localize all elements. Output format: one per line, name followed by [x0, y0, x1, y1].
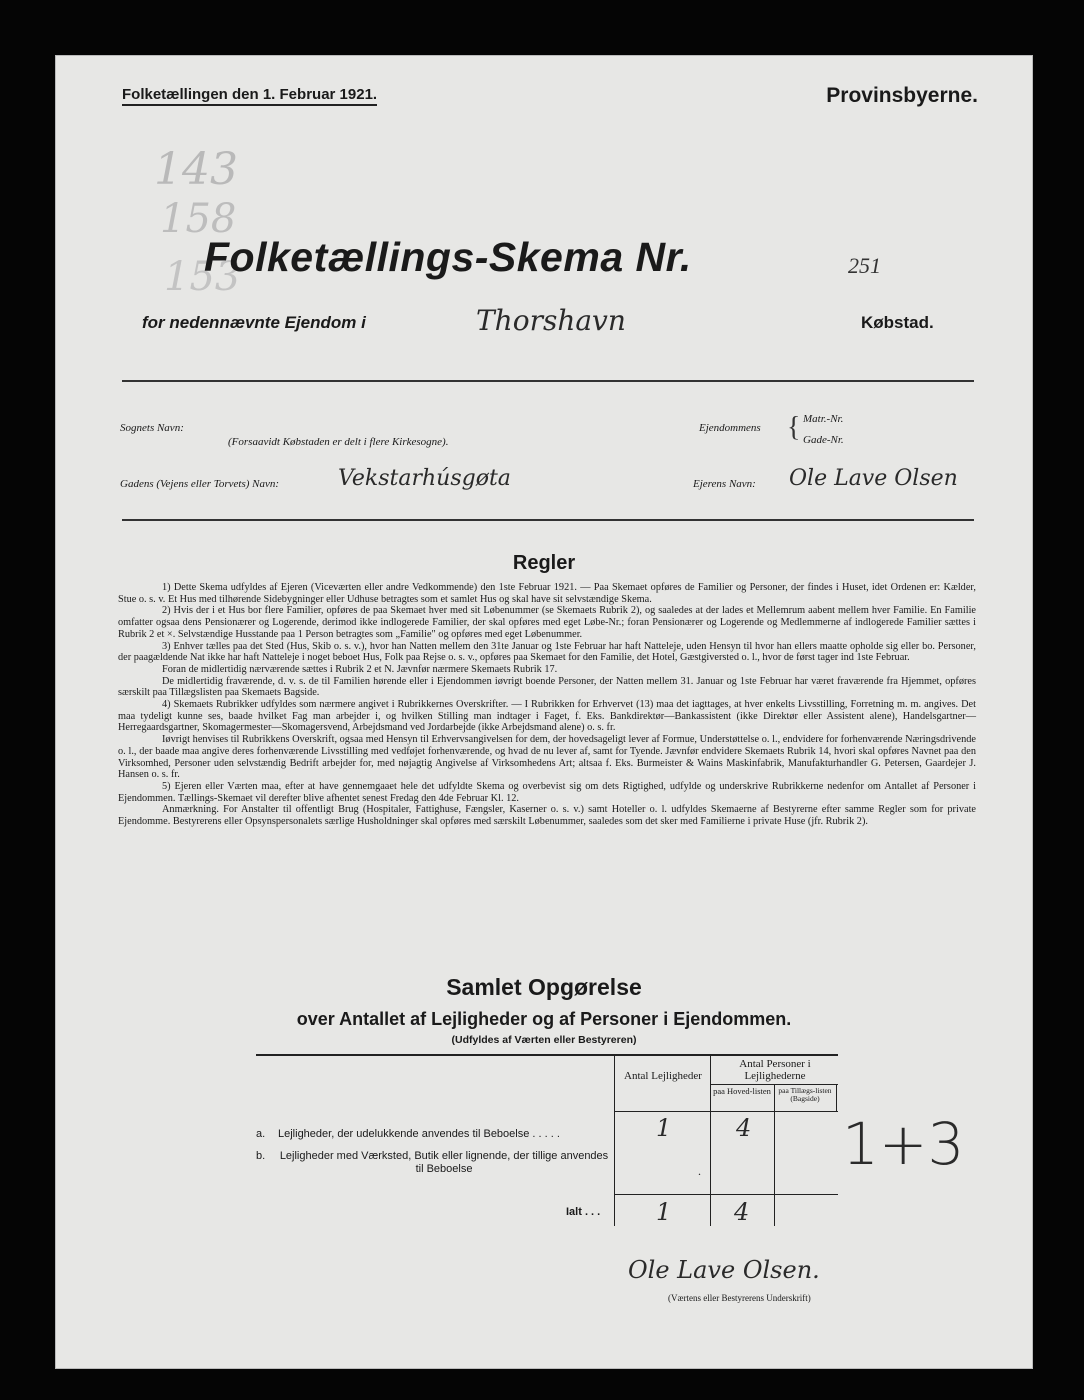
rule-paragraph: 1) Dette Skema udfyldes af Ejeren (Viceværten eller andre Vedkommende) den 1ste Februar 1921. — Paa Skemaet opføres de Familier og Personer, der findes i Huset, idet Ordenen er: Kælder, Stue o. s. v. Et Hus med tilhørende Sidebygninger eller Udhuse betragtes som et samlet Hus og skal have sit selvstændige Skema. [118, 582, 976, 605]
subtitle-prefix: for nedennævnte Ejendom i [142, 313, 366, 332]
margin-note-total: 1+3 [842, 1110, 965, 1178]
col-hovedlisten-header: paa Hoved-listen [713, 1086, 771, 1096]
ejerens-navn-value: Ole Lave Olsen [789, 466, 958, 491]
table-col-divider [710, 1054, 711, 1226]
table-top-rule [256, 1054, 838, 1056]
row-b-label: Lejligheder med Værksted, Butik eller lignende, der tillige anvendes til Beboelse [279, 1150, 609, 1175]
rules-text [118, 582, 976, 828]
margin-pencil-3: 153 [164, 254, 241, 300]
table-col-divider [774, 1084, 775, 1226]
rule-paragraph: De midlertidig fraværende, d. v. s. de til Familien hørende eller i Ejendommen iøvrigt boende Personer, der Natten mellem 31. Januar og 1ste Februar har været fraværende fra Hjemmet, opføres særskilt paa Tillægslisten paa Skemaets Bagside. [118, 675, 976, 699]
census-form-page [55, 55, 1033, 1369]
rule-paragraph: 5) Ejeren eller Værten maa, efter at have gennemgaaet hele det udfyldte Skema og overbevist sig om dets Rigtighed, udfylde og underskrive Rubrikkerne nedenfor om Antallet af Personer i Ejendommen. Tællings-Skemaet vil derefter blive afhentet senest Fredag den 4de Februar Kl. 12. [118, 780, 976, 804]
total-hoved: 4 [734, 1198, 750, 1226]
row-a-lejligheder: 1 [656, 1114, 672, 1142]
sognets-navn-label: Sognets Navn: [120, 422, 184, 434]
ejerens-navn-label: Ejerens Navn: [693, 478, 756, 490]
signature-caption: (Værtens eller Bestyrerens Underskrift) [668, 1293, 811, 1303]
divider-fields [122, 519, 974, 521]
table-col-divider [836, 1084, 837, 1112]
census-date-header: Folketællingen den 1. Februar 1921. [122, 86, 377, 106]
row-b-letter: b. [256, 1150, 266, 1162]
rule-paragraph: 2) Hvis der i et Hus bor flere Familier, opføres de paa Skemaet hver med sit Løbenummer (se Skemaets Rubrik 2), og saaledes at der lades et Mellemrum aabent mellem hver Familie. En Familie omfatter ogsaa dens Pensionærer og Logerende, derimod ikke indlogerede Familier, der skal opføres med eget Løbe-Nr.; foran Pensionærer og Logerende og Medlemmerne af indlogerede Familier sættes i Rubrik 2 et ×. Selvstændige Husstande paa 1 Person betragtes som „Familie" og opføres med eget Løbenummer. [118, 605, 976, 640]
col-personer-header: Antal Personer i Lejlighederne [739, 1058, 811, 1082]
ejendommens-label: Ejendommens [699, 422, 761, 434]
divider-top [122, 380, 974, 382]
owner-signature: Ole Lave Olsen. [628, 1256, 820, 1284]
brace-icon: { [787, 412, 801, 443]
city-handwritten: Thorshavn [476, 304, 626, 337]
col-tillaeg-header: paa Tillægs-listen (Bagside) [778, 1086, 832, 1103]
margin-pencil-1: 143 [154, 144, 238, 195]
table-subgroup-rule [710, 1084, 838, 1085]
total-label: Ialt . . . [566, 1206, 601, 1218]
gadens-navn-value: Vekstarhúsgøta [338, 466, 511, 491]
samlet-subtitle: over Antallet af Lejligheder og af Personer i Ejendommen. [296, 1009, 792, 1029]
col-lejligheder-header: Antal Lejligheder [624, 1070, 702, 1082]
rule-paragraph: Anmærkning. For Anstalter til offentligt Brug (Hospitaler, Fattighuse, Fængsler, Kaserner o. s. v.) samt Hoteller o. l. udfyldes Skemaerne af Bestyrerne efter samme Regler som for private Ejendomme. Bestyrerens eller Opsynspersonalets særlige Husholdninger skal opføres med særskilt Løbenummer, saaledes som det sker med Familierne i private Huse (jfr. Rubrik 2). [118, 804, 976, 828]
region-header: Provinsbyerne. [826, 84, 978, 107]
samlet-note: (Udfyldes af Værten eller Bestyreren) [451, 1034, 637, 1046]
row-a-hoved: 4 [736, 1114, 752, 1142]
samlet-title: Samlet Opgørelse [446, 974, 642, 1000]
subtitle-suffix: Købstad. [861, 313, 934, 332]
row-a-letter: a. [256, 1128, 266, 1140]
regler-title: Regler [512, 552, 576, 574]
rule-paragraph: 3) Enhver tælles paa det Sted (Hus, Skib o. s. v.), hvor han Natten mellem den 31te Januar og 1ste Februar har haft Natteleje, uden Hensyn til hvor han ellers maatte opholde sig eller bo. Personer, der paagældende Nat ikke har haft Natteleje i noget beboet Hus, Folk paa Rejse o. s. v., opføres paa Skemaet for den Familie, det Hotel, Gæstgiversted o. l., hvor de først tager ind 1ste Februar. [118, 640, 976, 664]
gadens-navn-label: Gadens (Vejens eller Torvets) Navn: [120, 478, 280, 490]
row-a-label: Lejligheder, der udelukkende anvendes til Beboelse . . . . . [278, 1128, 560, 1140]
table-col-divider [614, 1054, 615, 1226]
sognets-navn-note: (Forsaavidt Købstaden er delt i flere Kirkesogne). [228, 436, 449, 448]
gade-nr-label: Gade-Nr. [803, 434, 844, 446]
margin-pencil-2: 158 [160, 196, 237, 242]
rule-paragraph: Foran de midlertidig nærværende sættes i Rubrik 2 et N. Jævnfør nærmere Skemaets Rubrik 17. [162, 663, 558, 675]
form-title: Folketællings-Skema Nr. [204, 234, 692, 280]
row-b-hoved: . [698, 1164, 701, 1178]
table-total-rule [614, 1194, 838, 1195]
summary-table [256, 1054, 838, 1232]
rule-paragraph: 4) Skemaets Rubrikker udfyldes som nærmere angivet i Rubrikkernes Overskrifter. — I Rubrikken for Erhvervet (13) maa det iagttages, at hver enkelts Livsstilling, Forretning m. m. angives. Det maa tydeligt kunne ses, baade hvilket Fag man arbejder i, og hvilken Stilling man indtager i Faget, f. Eks. Bankdirektør—Bankassistent (ikke Direktør eller Assistent alene), Handelsgartner—Herregaardsgartner, Skomagermester—Skomagersvend, Arbejdsmand ved Jordarbejde (ikke Arbejdsmand alene) o. s. fr. [118, 699, 976, 734]
total-lejligheder: 1 [656, 1198, 672, 1226]
matr-nr-label: Matr.-Nr. [803, 413, 844, 425]
skema-number: 251 [848, 253, 881, 278]
rule-paragraph: Iøvrigt henvises til Rubrikkens Overskrift, ogsaa med Hensyn til Erhvervsangivelsen for dem, der hovedsageligt lever af Formue, Understøttelse o. l., endvidere for forhenværende Næringsdrivende o. l., der baade maa angive deres forhenværende Livsstilling med vedføjet forhenværende, og hvad de nu lever af, samt for Tyende. Jævnfør endvidere Skemaets Rubrik 14, hvori skal opføres Navnet paa den Virksomhed, Personer uden selvstændig Bedrift arbejder for, med nøjagtig Angivelse af Virksomhedens Art; altsaa f. Eks. Burmeister & Wains Maskinfabrik, Manufakturhandler G. Petersen, Gaardejer J. Hansen o. s. fr. [118, 734, 976, 781]
table-header-rule [614, 1111, 838, 1112]
